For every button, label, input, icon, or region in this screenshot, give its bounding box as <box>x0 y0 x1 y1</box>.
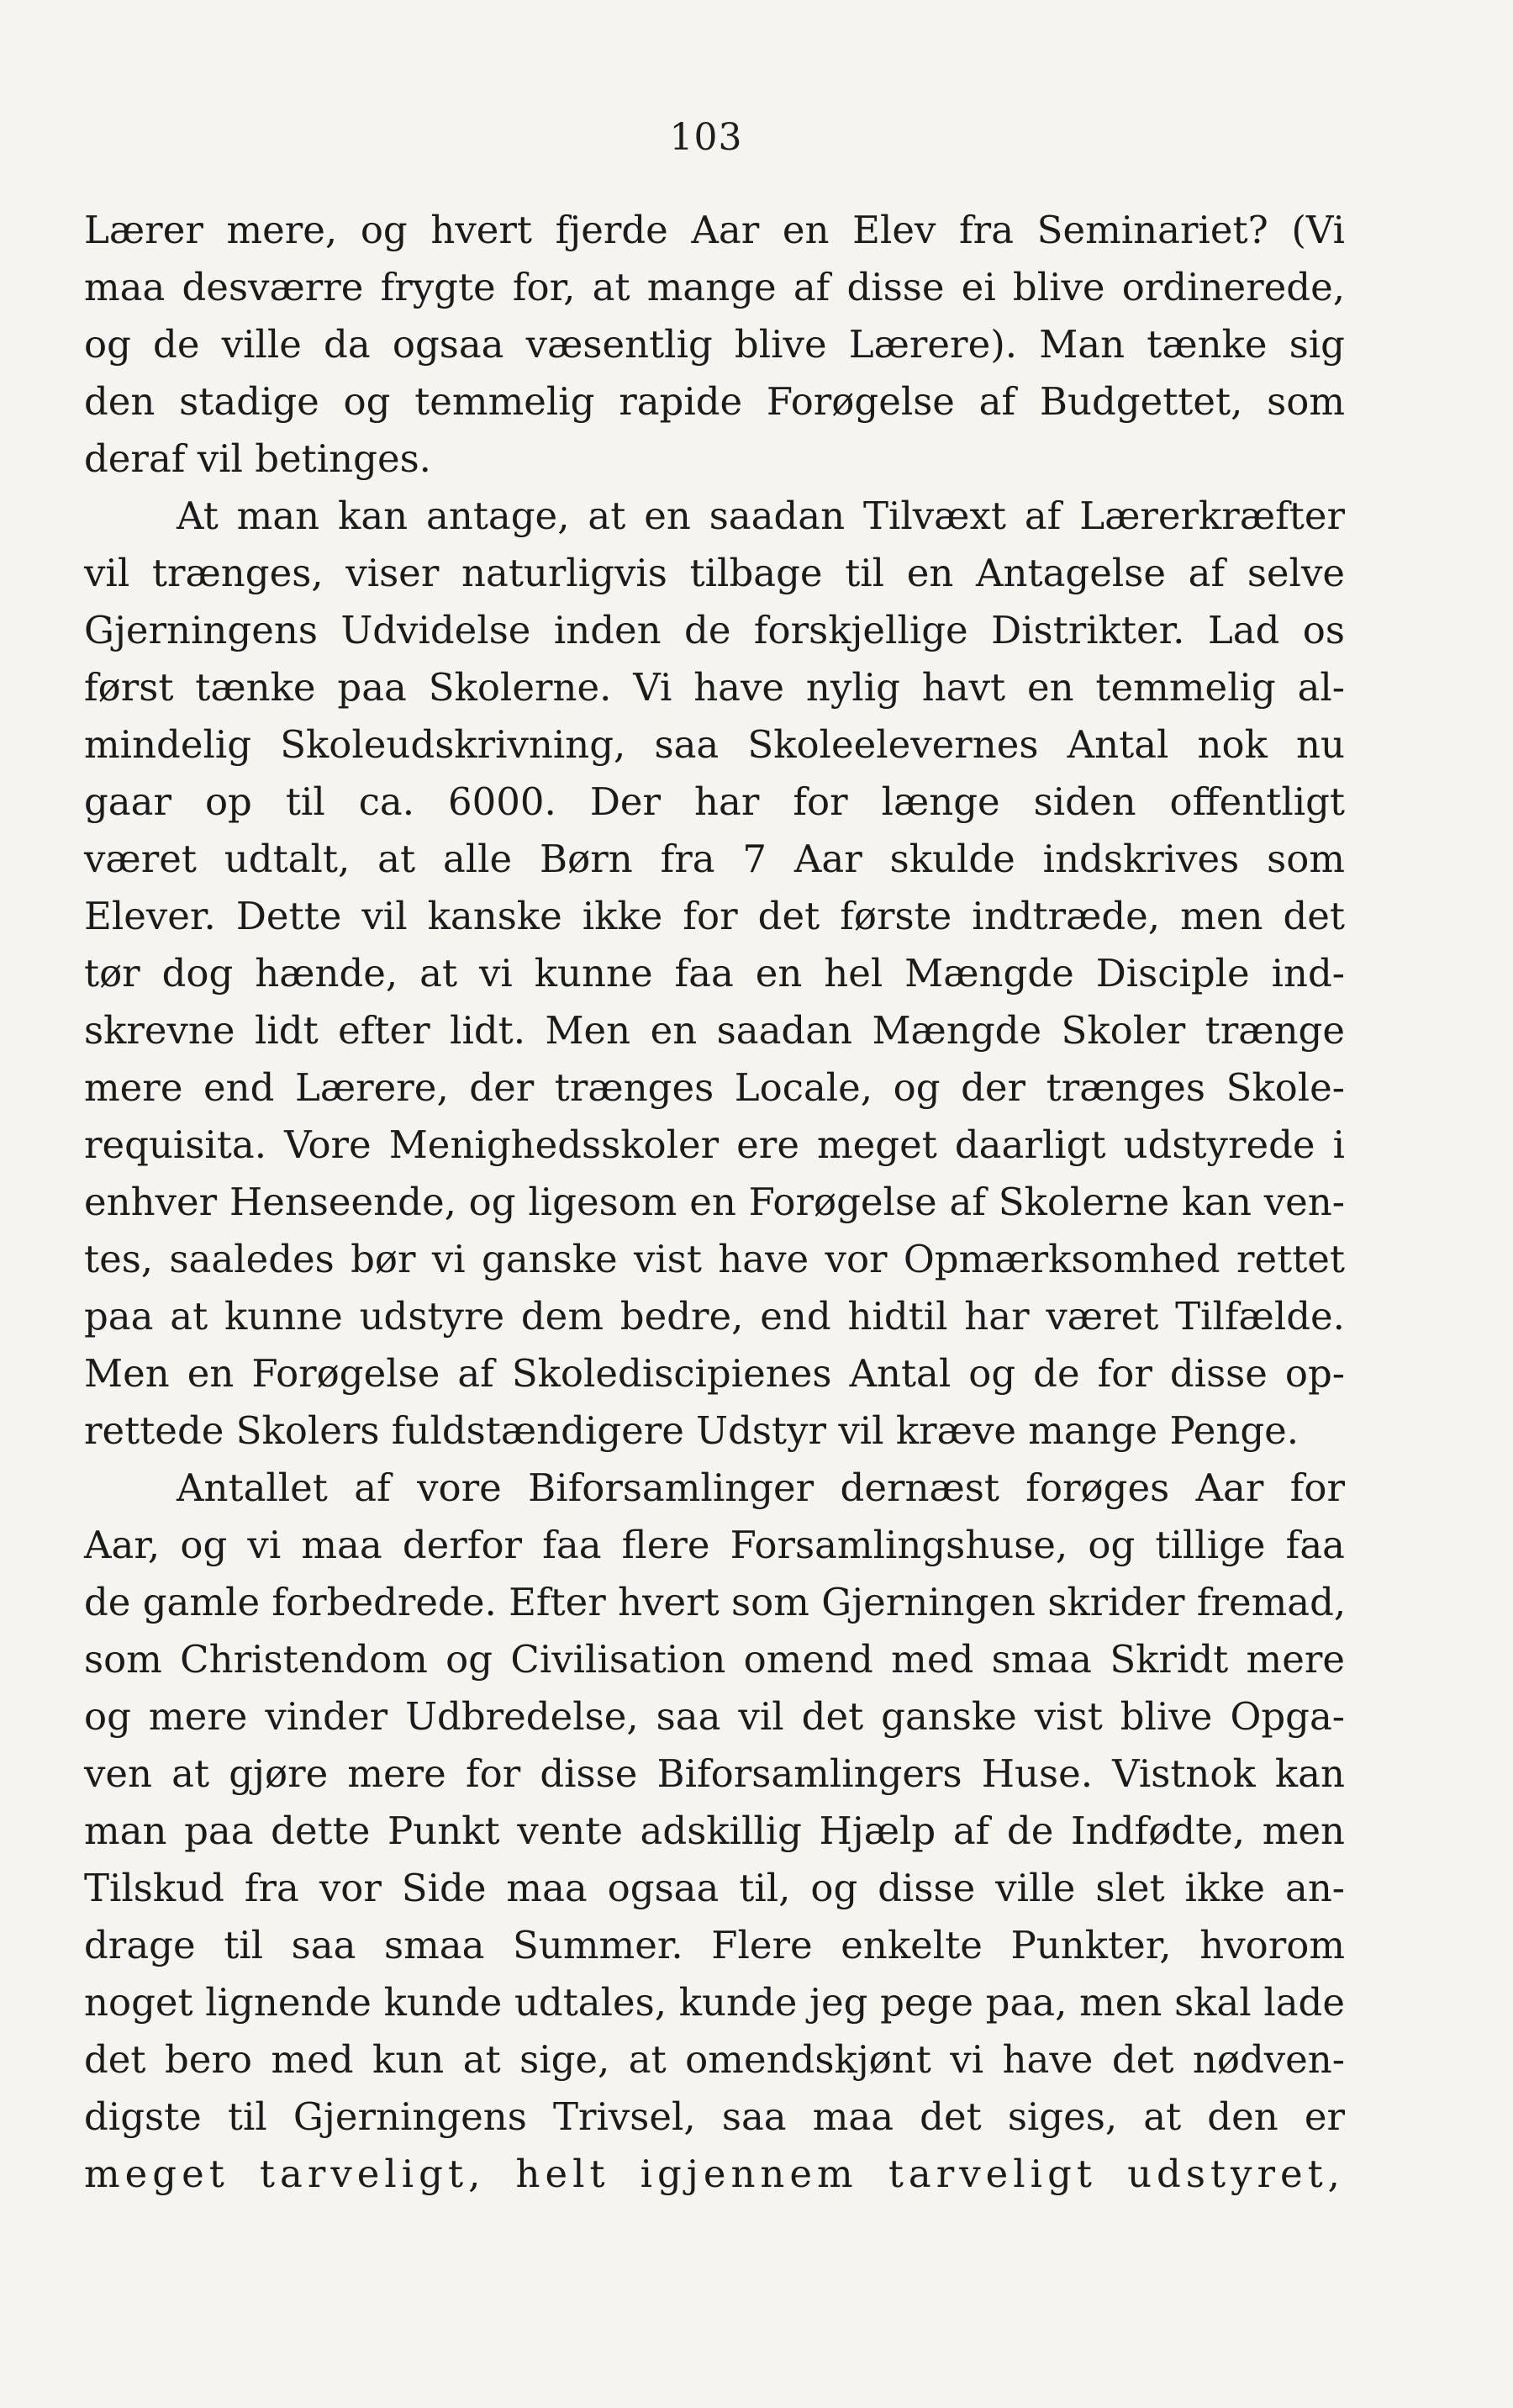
text-line: paa at kunne udstyre dem bedre, end hidtil har været Tilfælde. <box>84 1294 1345 1339</box>
text-line: drage til saa smaa Summer. Flere enkelte Punkter, hvorom <box>84 1923 1345 1967</box>
text-line: Men en Forøgelse af Skolediscipienes Antal og de for disse op- <box>84 1351 1345 1396</box>
text-line: først tænke paa Skolerne. Vi have nylig havt en temmelig al- <box>84 665 1345 710</box>
text-line: skrevne lidt efter lidt. Men en saadan Mængde Skoler trænge <box>84 1008 1345 1053</box>
text-line: rettede Skolers fuldstændigere Udstyr vil kræve mange Penge. <box>84 1408 1299 1453</box>
text-line: det bero med kun at sige, at omendskjønt vi have det nødven- <box>84 2037 1345 2082</box>
text-line: mindelig Skoleudskrivning, saa Skoleelevernes Antal nok nu <box>84 722 1345 767</box>
text-line: man paa dette Punkt vente adskillig Hjælp af de Indfødte, men <box>84 1809 1345 1853</box>
page-number: 103 <box>669 116 743 159</box>
text-line: været udtalt, at alle Børn fra 7 Aar skulde indskrives som <box>84 837 1345 881</box>
text-line: ven at gjøre mere for disse Biforsamlingers Huse. Vistnok kan <box>84 1751 1345 1796</box>
text-line: Tilskud fra vor Side maa ogsaa til, og disse ville slet ikke an- <box>84 1866 1345 1910</box>
text-line: vil trænges, viser naturligvis tilbage til en Antagelse af selve <box>84 551 1345 595</box>
text-line: requisita. Vore Menighedsskoler ere meget daarligt udstyrede i <box>84 1122 1345 1167</box>
text-line: tes, saaledes bør vi ganske vist have vor Opmærksomhed rettet <box>84 1237 1345 1281</box>
text-line: som Christendom og Civilisation omend med smaa Skridt mere <box>84 1637 1345 1682</box>
text-line: meget tarveligt, helt igjennem tarveligt udstyret, <box>84 2152 1345 2196</box>
text-line: de gamle forbedrede. Efter hvert som Gjerningen skrider fremad, <box>84 1580 1347 1624</box>
text-line: digste til Gjerningens Trivsel, saa maa det siges, at den er <box>84 2094 1345 2139</box>
text-line: mere end Lærere, der trænges Locale, og der trænges Skole- <box>84 1065 1345 1110</box>
body-text <box>84 202 1345 2203</box>
text-line: noget lignende kunde udtales, kunde jeg pege paa, men skal lade <box>84 1980 1345 2025</box>
text-line: Aar, og vi maa derfor faa flere Forsamlingshuse, og tillige faa <box>84 1523 1345 1567</box>
text-line: Elever. Dette vil kanske ikke for det første indtræde, men det <box>84 894 1345 938</box>
paragraph-start-line: Antallet af vore Biforsamlinger dernæst forøges Aar for <box>177 1465 1345 1510</box>
text-line: og de ville da ogsaa væsentlig blive Lærere). Man tænke sig <box>84 322 1345 367</box>
text-line: gaar op til ca. 6000. Der har for længe siden offentligt <box>84 779 1345 824</box>
text-line: den stadige og temmelig rapide Forøgelse af Budgettet, som <box>84 379 1345 424</box>
text-line: Lærer mere, og hvert fjerde Aar en Elev fra Seminariet? (Vi <box>84 208 1345 252</box>
text-line: og mere vinder Udbredelse, saa vil det ganske vist blive Opga- <box>84 1694 1345 1739</box>
text-line: maa desværre frygte for, at mange af disse ei blive ordinerede, <box>84 265 1345 309</box>
text-line: deraf vil betinges. <box>84 436 431 481</box>
paragraph-start-line: At man kan antage, at en saadan Tilvæxt af Lærerkræfter <box>177 494 1345 538</box>
text-line: enhver Henseende, og ligesom en Forøgelse af Skolerne kan ven- <box>84 1180 1345 1224</box>
text-line: tør dog hænde, at vi kunne faa en hel Mængde Disciple ind- <box>84 951 1345 995</box>
text-line: Gjerningens Udvidelse inden de forskjellige Distrikter. Lad os <box>84 608 1345 652</box>
